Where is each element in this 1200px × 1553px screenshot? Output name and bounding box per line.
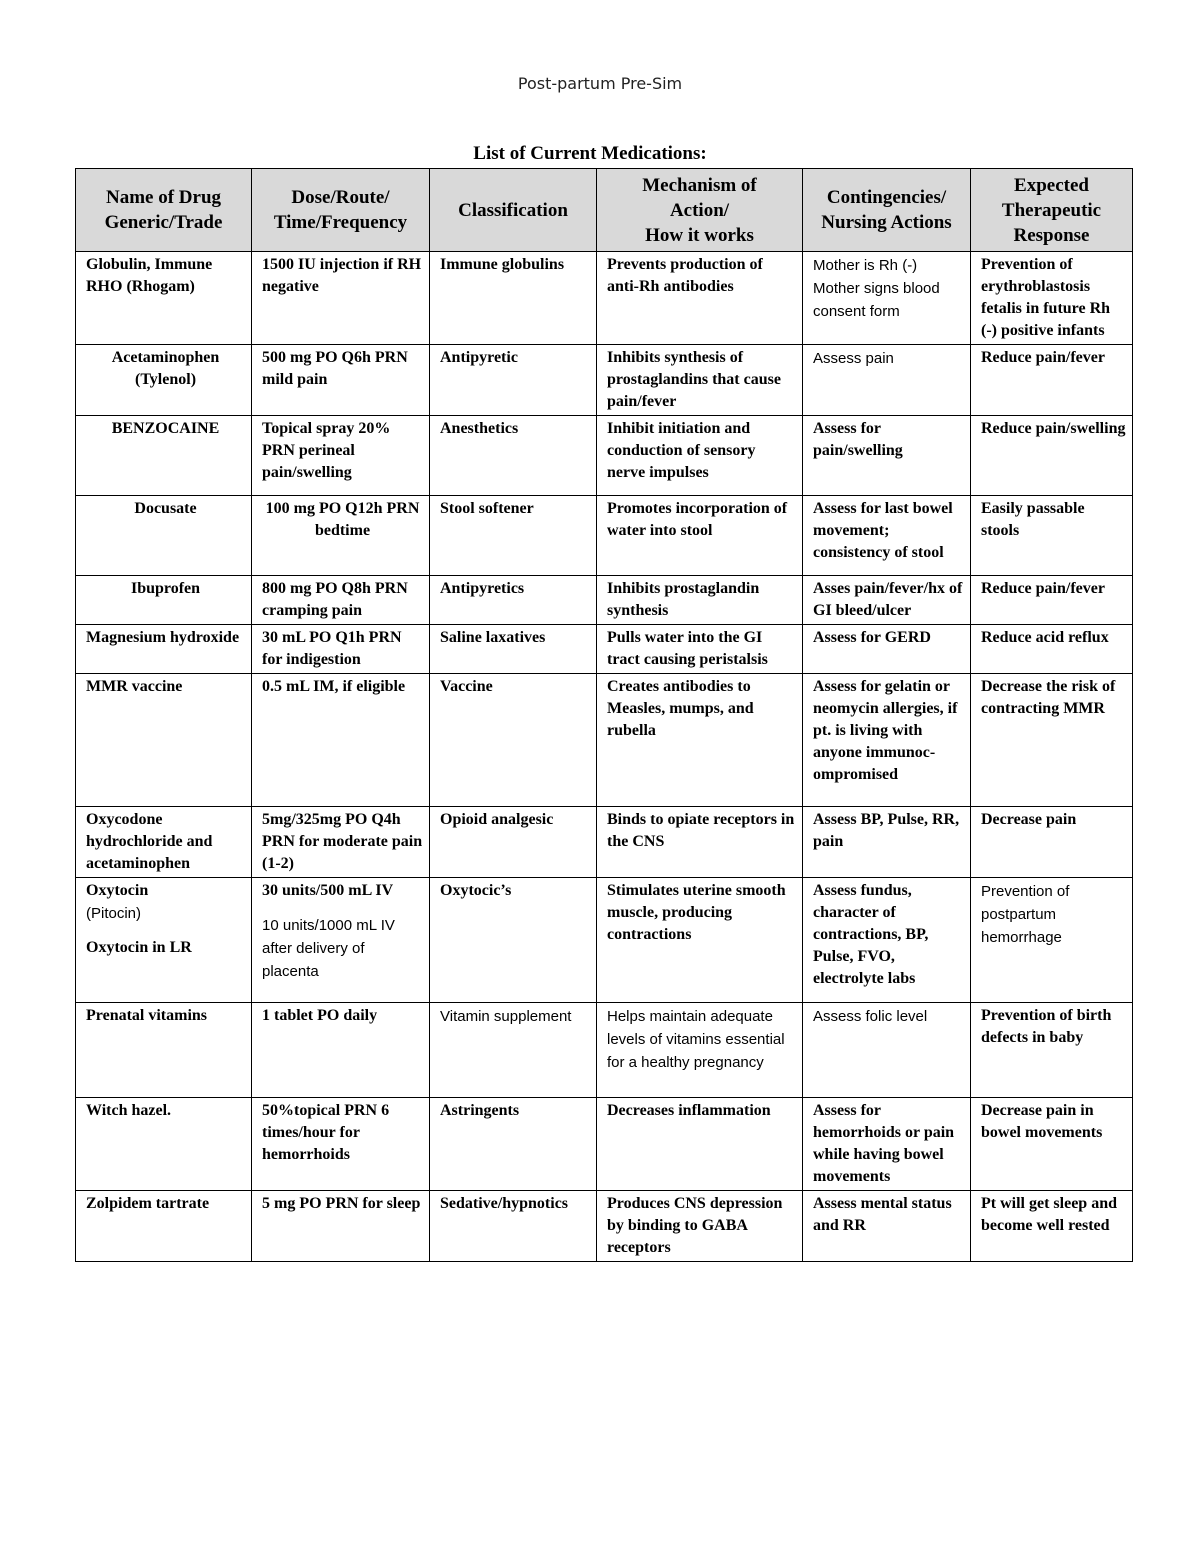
drug-expected-response: Prevention of postpartum hemorrhage [971,878,1133,1003]
drug-nursing-actions: Assess for GERD [803,625,971,674]
drug-classification: Astringents [430,1098,597,1191]
drug-name: Magnesium hydroxide [76,625,252,674]
drug-nursing-actions: Assess for last bowel movement; consistency of stool [803,496,971,576]
drug-dose: 100 mg PO Q12h PRN bedtime [252,496,430,576]
drug-name: Docusate [76,496,252,576]
oxytocin-name: Oxytocin [86,882,149,899]
drug-expected-response: Prevention of erythroblastosis fetalis in future Rh (-) positive infants [971,252,1133,345]
drug-nursing-actions: Assess pain [803,345,971,416]
drug-expected-response: Reduce pain/fever [971,576,1133,625]
table-row [76,345,1133,416]
drug-nursing-actions: Assess fundus, character of contractions, BP, Pulse, FVO, electrolyte labs [803,878,971,1003]
medications-table [75,168,1133,1262]
drug-dose: Topical spray 20% PRN perineal pain/swelling [252,416,430,496]
drug-nursing-actions: Assess mental status and RR [803,1191,971,1262]
drug-name: Oxycodone hydrochloride and acetaminophen [76,807,252,878]
table-row [76,1003,1133,1098]
drug-name: BENZOCAINE [76,416,252,496]
drug-nursing-actions: Mother is Rh (-) Mother signs blood consent form [803,252,971,345]
table-row [76,878,1133,1003]
drug-mechanism: Produces CNS depression by binding to GABA receptors [597,1191,803,1262]
drug-mechanism: Stimulates uterine smooth muscle, producing contractions [597,878,803,1003]
header-dose: Dose/Route/ Time/Frequency [252,169,430,252]
oxytocin-dose: 30 units/500 mL IV [262,882,394,899]
drug-mechanism: Pulls water into the GI tract causing peristalsis [597,625,803,674]
drug-dose [252,878,430,1003]
drug-expected-response: Decrease pain [971,807,1133,878]
header-drug-name: Name of Drug Generic/Trade [76,169,252,252]
drug-nursing-actions: Asses pain/fever/hx of GI bleed/ulcer [803,576,971,625]
drug-classification: Opioid analgesic [430,807,597,878]
drug-nursing-actions: Assess for hemorrhoids or pain while having bowel movements [803,1098,971,1191]
table-header-row [76,169,1133,252]
drug-dose: 1 tablet PO daily [252,1003,430,1098]
header-mechanism: Mechanism of Action/ How it works [597,169,803,252]
table-row [76,674,1133,807]
drug-dose: 50%topical PRN 6 times/hour for hemorrhoids [252,1098,430,1191]
drug-mechanism: Binds to opiate receptors in the CNS [597,807,803,878]
table-row [76,807,1133,878]
drug-expected-response: Decrease the risk of contracting MMR [971,674,1133,807]
drug-classification: Sedative/hypnotics [430,1191,597,1262]
drug-name: Acetaminophen (Tylenol) [76,345,252,416]
drug-name: Ibuprofen [76,576,252,625]
drug-mechanism: Decreases inflammation [597,1098,803,1191]
table-row [76,496,1133,576]
drug-classification: Vitamin supplement [430,1003,597,1098]
drug-classification: Immune globulins [430,252,597,345]
drug-name: Zolpidem tartrate [76,1191,252,1262]
drug-name: Globulin, Immune RHO (Rhogam) [76,252,252,345]
drug-expected-response: Reduce pain/fever [971,345,1133,416]
drug-dose: 5mg/325mg PO Q4h PRN for moderate pain (1-2) [252,807,430,878]
list-title: List of Current Medications: [473,143,707,164]
drug-dose: 500 mg PO Q6h PRN mild pain [252,345,430,416]
header-classification: Classification [430,169,597,252]
table-row [76,252,1133,345]
page-header: Post-partum Pre-Sim [517,74,683,93]
table-row [76,416,1133,496]
table-row [76,1098,1133,1191]
drug-mechanism: Prevents production of anti-Rh antibodies [597,252,803,345]
oxytocin-lr-name: Oxytocin in LR [86,939,192,956]
drug-name [76,878,252,1003]
drug-classification: Antipyretics [430,576,597,625]
drug-expected-response: Decrease pain in bowel movements [971,1098,1133,1191]
drug-expected-response: Reduce acid reflux [971,625,1133,674]
drug-mechanism: Creates antibodies to Measles, mumps, and rubella [597,674,803,807]
drug-classification: Vaccine [430,674,597,807]
drug-dose: 5 mg PO PRN for sleep [252,1191,430,1262]
drug-dose: 1500 IU injection if RH negative [252,252,430,345]
drug-dose: 800 mg PO Q8h PRN cramping pain [252,576,430,625]
drug-nursing-actions: Assess folic level [803,1003,971,1098]
drug-expected-response: Pt will get sleep and become well rested [971,1191,1133,1262]
drug-expected-response: Easily passable stools [971,496,1133,576]
drug-name: Prenatal vitamins [76,1003,252,1098]
drug-name: MMR vaccine [76,674,252,807]
drug-dose: 30 mL PO Q1h PRN for indigestion [252,625,430,674]
drug-expected-response: Prevention of birth defects in baby [971,1003,1133,1098]
drug-name: Witch hazel. [76,1098,252,1191]
drug-mechanism: Inhibits synthesis of prostaglandins that cause pain/fever [597,345,803,416]
drug-expected-response: Reduce pain/swelling [971,416,1133,496]
drug-nursing-actions: Assess for gelatin or neomycin allergies, if pt. is living with anyone immunoc-ompromised [803,674,971,807]
oxytocin-lr-dose: 10 units/1000 mL IV after delivery of placenta [262,917,395,980]
oxytocin-trade-name: (Pitocin) [86,905,142,922]
drug-classification: Stool softener [430,496,597,576]
drug-classification: Anesthetics [430,416,597,496]
drug-dose: 0.5 mL IM, if eligible [252,674,430,807]
header-contingencies: Contingencies/ Nursing Actions [803,169,971,252]
drug-mechanism: Promotes incorporation of water into stool [597,496,803,576]
drug-classification: Oxytocic’s [430,878,597,1003]
header-expected-response: Expected Therapeutic Response [971,169,1133,252]
table-row [76,576,1133,625]
drug-mechanism: Inhibit initiation and conduction of sensory nerve impulses [597,416,803,496]
drug-mechanism: Inhibits prostaglandin synthesis [597,576,803,625]
drug-classification: Saline laxatives [430,625,597,674]
drug-mechanism: Helps maintain adequate levels of vitamins essential for a healthy pregnancy [597,1003,803,1098]
table-row [76,625,1133,674]
drug-classification: Antipyretic [430,345,597,416]
drug-nursing-actions: Assess BP, Pulse, RR, pain [803,807,971,878]
drug-nursing-actions: Assess for pain/swelling [803,416,971,496]
table-row [76,1191,1133,1262]
